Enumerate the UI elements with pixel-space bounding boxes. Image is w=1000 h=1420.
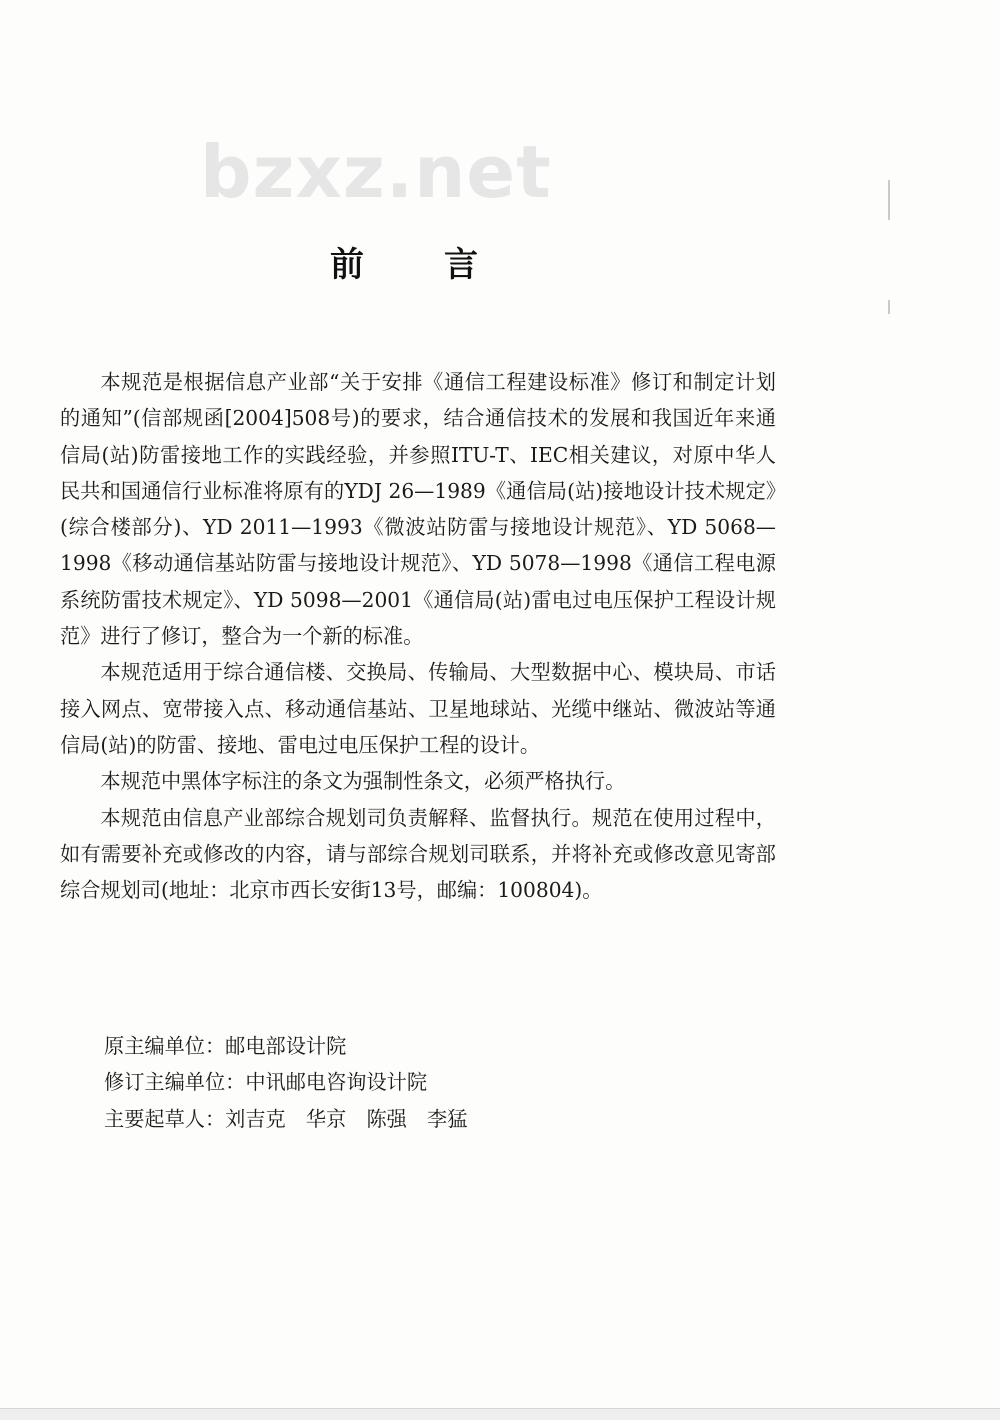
paragraph: 本规范适用于综合通信楼、交换局、传输局、大型数据中心、模块局、市话接入网点、宽带接入点、移动通信基站、卫星地球站、光缆中继站、微波站等通信局(站)的防雷、接地、雷电过电压保护工程的设计。 <box>60 660 776 757</box>
credits-block <box>104 1028 467 1137</box>
preface-body <box>60 364 776 908</box>
scan-artifact <box>888 180 890 220</box>
main-drafters: 主要起草人：刘吉克 华京 陈强 李猛 <box>104 1106 468 1131</box>
paragraph: 本规范是根据信息产业部“关于安排《通信工程建设标准》修订和制定计划的通知”(信部规函[2004]508号)的要求，结合通信技术的发展和我国近年来通信局(站)防雷接地工作的实践经验，并参照ITU-T、IEC相关建议，对原中华人民共和国通信行业标准将原有的YDJ 26—1989《通信局(站)接地设计技术规定》(综合楼部分)、YD 2011—1993《微波站防雷与接地设计规范》、YD 5068—1998《移动通信基站防雷与接地设计规范》、YD 5078—1998《通信工程电源系统防雷技术规定》、YD 5098—2001《通信局(站)雷电过电压保护工程设计规范》进行了修订，整合为一个新的标准。 <box>60 370 776 649</box>
original-editor: 原主编单位：邮电部设计院 <box>104 1034 347 1058</box>
revision-editor: 修订主编单位：中讯邮电咨询设计院 <box>104 1070 428 1095</box>
page-bottom-edge <box>0 1408 1000 1420</box>
watermark: bzxz.net <box>200 130 552 214</box>
paragraph: 本规范由信息产业部综合规划司负责解释、监督执行。规范在使用过程中，如有需要补充或修改的内容，请与部综合规划司联系，并将补充或修改意见寄部综合规划司(地址：北京市西长安街13号，邮编：100804)。 <box>60 805 776 903</box>
paragraph: 本规范中黑体字标注的条文为强制性条文，必须严格执行。 <box>100 769 626 794</box>
scan-artifact <box>888 300 890 314</box>
page-title: 前言 <box>330 245 558 285</box>
